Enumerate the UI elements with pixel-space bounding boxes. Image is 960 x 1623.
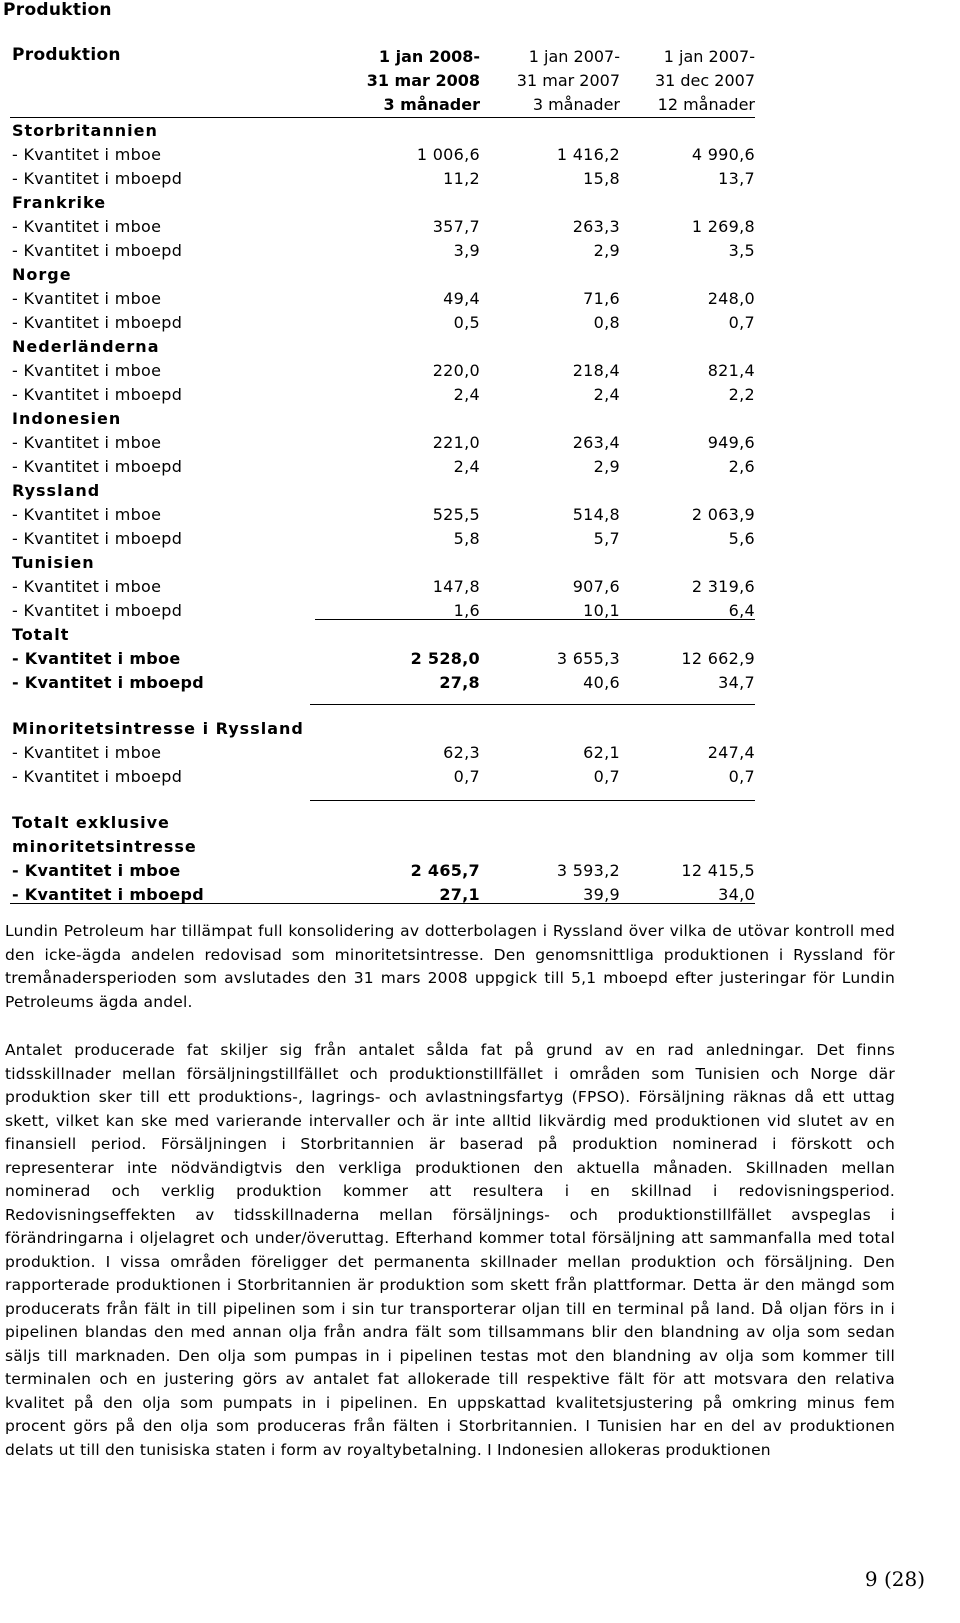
cell: 12 662,9	[681, 649, 755, 668]
cell: 1 006,6	[416, 145, 480, 164]
row-label: - Kvantitet i mboe	[12, 577, 162, 596]
cell: 4 990,6	[691, 145, 755, 164]
cell: 2 063,9	[691, 505, 755, 524]
header-text: 1 jan 2007-	[663, 47, 755, 66]
cell: 13,7	[718, 169, 755, 188]
cell: 0,8	[593, 313, 620, 332]
header-text: 31 mar 2007	[516, 71, 620, 90]
row-label: - Kvantitet i mboe	[12, 505, 162, 524]
header-col-fy-2007	[655, 45, 755, 117]
row-label: - Kvantitet i mboepd	[12, 885, 205, 904]
cell: 2,4	[453, 385, 480, 404]
cell: 40,6	[583, 673, 620, 692]
total-row	[10, 670, 755, 694]
cell: 5,6	[728, 529, 755, 548]
header-col-q1-2008	[367, 45, 480, 117]
cell: 15,8	[583, 169, 620, 188]
cell: 2,6	[728, 457, 755, 476]
page-title: Produktion	[3, 0, 112, 20]
table-header	[10, 43, 755, 118]
cell: 2 465,7	[410, 861, 480, 880]
paragraph: Lundin Petroleum har tillämpat full konsolidering av dotterbolagen i Ryssland över vilka de utövar kontroll med den icke-ägda andelen redovisad som minoritetsintresse. Den genomsnittliga produktionen i Ryssland för tremånadersperioden som avslutades den 31 mars 2008 uppgick till 5,1 mboepd efter justeringar för Lundin Petroleums ägda andel.	[5, 922, 895, 1011]
spacer	[10, 694, 755, 716]
cell: 39,9	[583, 885, 620, 904]
row-label: - Kvantitet i mboepd	[12, 313, 183, 332]
excl-heading	[10, 810, 755, 834]
cell: 5,7	[593, 529, 620, 548]
cell: 2,9	[593, 241, 620, 260]
group-name: Minoritetsintresse i Ryssland	[12, 719, 304, 738]
group-heading	[10, 406, 755, 430]
cell: 1,6	[453, 601, 480, 620]
group-heading	[10, 118, 755, 142]
table-row	[10, 430, 755, 454]
cell: 6,4	[728, 601, 755, 620]
table-row	[10, 764, 755, 788]
header-text: 1 jan 2008-	[378, 47, 480, 66]
header-text: 3 månader	[532, 95, 620, 114]
page-number: 9 (28)	[864, 1567, 925, 1591]
cell: 34,7	[718, 673, 755, 692]
cell: 3,5	[728, 241, 755, 260]
cell: 221,0	[432, 433, 480, 452]
header-label: Produktion	[12, 45, 121, 65]
table-row	[10, 166, 755, 190]
table-row	[10, 740, 755, 764]
cell: 2,4	[593, 385, 620, 404]
header-text: 1 jan 2007-	[528, 47, 620, 66]
row-label: - Kvantitet i mboepd	[12, 169, 183, 188]
cell: 0,7	[728, 767, 755, 786]
group-name: Norge	[12, 265, 72, 284]
cell: 10,1	[583, 601, 620, 620]
row-label: - Kvantitet i mboepd	[12, 529, 183, 548]
row-label: - Kvantitet i mboe	[12, 433, 162, 452]
cell: 2 319,6	[691, 577, 755, 596]
cell: 34,0	[718, 885, 755, 904]
subtotal-rule	[315, 619, 755, 620]
group-heading	[10, 478, 755, 502]
group-name: Frankrike	[12, 193, 107, 212]
bottom-rule	[10, 903, 755, 904]
cell: 11,2	[443, 169, 480, 188]
cell: 0,5	[453, 313, 480, 332]
cell: 5,8	[453, 529, 480, 548]
header-text: 31 mar 2008	[366, 71, 480, 90]
group-name: Totalt exklusive	[12, 813, 170, 832]
row-label: - Kvantitet i mboe	[12, 861, 181, 880]
cell: 71,6	[583, 289, 620, 308]
header-text: 31 dec 2007	[654, 71, 755, 90]
group-heading	[10, 190, 755, 214]
excl-heading	[10, 834, 755, 858]
cell: 220,0	[432, 361, 480, 380]
table-row	[10, 358, 755, 382]
group-name: Storbritannien	[12, 121, 158, 140]
total-row	[10, 858, 755, 882]
separator-rule	[310, 704, 755, 705]
cell: 62,3	[443, 743, 480, 762]
row-label: - Kvantitet i mboe	[12, 217, 162, 236]
paragraph: Antalet producerade fat skiljer sig från antalet sålda fat på grund av en rad anledningar. Det finns tidsskillnader mellan försäljningstillfället och produktionstillfället i områden som Tunisien och Norge där produktion sker till ett produktions-, lagrings- och avlastningsfartyg (FPSO). Försäljning räknas då ett uttag skett, vilket kan ske med varierande intervaller och är inte alltid likvärdig med produktionen vid slutet av en finansiell period. Försäljningen i Storbritannien är baserad på produktion nominerad i förskott och representerar inte nödvändigtvis den verkliga produktionen den aktuella månaden. Skillnaden mellan nominerad och verklig produktion kommer att resultera i en skillnad i redovisningsperiod. Redovisningseffekten av tidsskillnaderna mellan försäljnings- och produktionstillfället avspeglas i förändringarna i oljelagret och under/överuttag. Efterhand kommer total försäljning att sammanfalla med total produktion. I vissa områden föreligger det permanenta skillnader mellan produktion och försäljning. Den rapporterade produktionen i Storbritannien är produktion som skett från plattformar. Detta är den mängd som producerats från fält in till pipelinen som i sin tur transporterar oljan till en terminal på land. Då oljan förs in i pipelinen blandas den med annan olja från andra fält som tillsammans blir den blandning av olja som sedan säljs till marknaden. Den olja som pumpas in i pipelinen testas mot den blandning av olja som kommer till terminalen och en justering görs av antalet fat allokerade till respektive fält för att motsvara den relativa kvalitet på den olja som pumpats in i pipelinen. En uppskattad kvalitetsjustering på omkring minus fem procent görs på den olja som produceras från fälten i Storbritannien. I Tunisien har en del av produktionen delats ut till den tunisiska staten i form av royaltybetalning. I Indonesien allokeras produktionen	[5, 1041, 895, 1459]
table-row	[10, 382, 755, 406]
row-label: - Kvantitet i mboe	[12, 649, 181, 668]
production-table	[10, 43, 755, 906]
row-label: - Kvantitet i mboepd	[12, 385, 183, 404]
cell: 3,9	[453, 241, 480, 260]
cell: 0,7	[453, 767, 480, 786]
cell: 248,0	[707, 289, 755, 308]
group-name: Tunisien	[12, 553, 95, 572]
group-heading	[10, 262, 755, 286]
minority-heading	[10, 716, 755, 740]
group-heading	[10, 334, 755, 358]
table-row	[10, 454, 755, 478]
header-col-q1-2007	[517, 45, 620, 117]
total-row	[10, 646, 755, 670]
cell: 514,8	[572, 505, 620, 524]
group-name: Ryssland	[12, 481, 101, 500]
cell: 3 655,3	[556, 649, 620, 668]
total-row	[10, 882, 755, 906]
cell: 27,8	[439, 673, 480, 692]
cell: 821,4	[707, 361, 755, 380]
cell: 1 269,8	[691, 217, 755, 236]
table-row	[10, 286, 755, 310]
cell: 218,4	[572, 361, 620, 380]
header-text: 12 månader	[657, 95, 755, 114]
total-heading	[10, 622, 755, 646]
cell: 2 528,0	[410, 649, 480, 668]
cell: 3 593,2	[556, 861, 620, 880]
group-heading	[10, 550, 755, 574]
table-row	[10, 142, 755, 166]
cell: 12 415,5	[681, 861, 755, 880]
cell: 27,1	[439, 885, 480, 904]
table-row	[10, 502, 755, 526]
table-row	[10, 310, 755, 334]
cell: 0,7	[728, 313, 755, 332]
cell: 49,4	[443, 289, 480, 308]
cell: 263,3	[572, 217, 620, 236]
cell: 2,2	[728, 385, 755, 404]
cell: 949,6	[707, 433, 755, 452]
cell: 247,4	[707, 743, 755, 762]
row-label: - Kvantitet i mboepd	[12, 601, 183, 620]
group-name: Totalt	[12, 625, 70, 644]
cell: 2,9	[593, 457, 620, 476]
table-row	[10, 214, 755, 238]
cell: 1 416,2	[556, 145, 620, 164]
cell: 263,4	[572, 433, 620, 452]
row-label: - Kvantitet i mboe	[12, 289, 162, 308]
row-label: - Kvantitet i mboepd	[12, 241, 183, 260]
row-label: - Kvantitet i mboe	[12, 361, 162, 380]
group-name: Nederländerna	[12, 337, 160, 356]
group-name: Indonesien	[12, 409, 122, 428]
cell: 525,5	[432, 505, 480, 524]
row-label: - Kvantitet i mboepd	[12, 767, 183, 786]
row-label: - Kvantitet i mboe	[12, 743, 162, 762]
table-row	[10, 526, 755, 550]
cell: 907,6	[572, 577, 620, 596]
cell: 2,4	[453, 457, 480, 476]
group-name: minoritetsintresse	[12, 837, 197, 856]
table-row	[10, 598, 755, 622]
row-label: - Kvantitet i mboepd	[12, 457, 183, 476]
cell: 0,7	[593, 767, 620, 786]
spacer	[10, 788, 755, 810]
header-text: 3 månader	[383, 95, 480, 114]
table-row	[10, 238, 755, 262]
cell: 147,8	[432, 577, 480, 596]
row-label: - Kvantitet i mboe	[12, 145, 162, 164]
separator-rule	[310, 800, 755, 801]
cell: 62,1	[583, 743, 620, 762]
cell: 357,7	[432, 217, 480, 236]
table-row	[10, 574, 755, 598]
row-label: - Kvantitet i mboepd	[12, 673, 205, 692]
